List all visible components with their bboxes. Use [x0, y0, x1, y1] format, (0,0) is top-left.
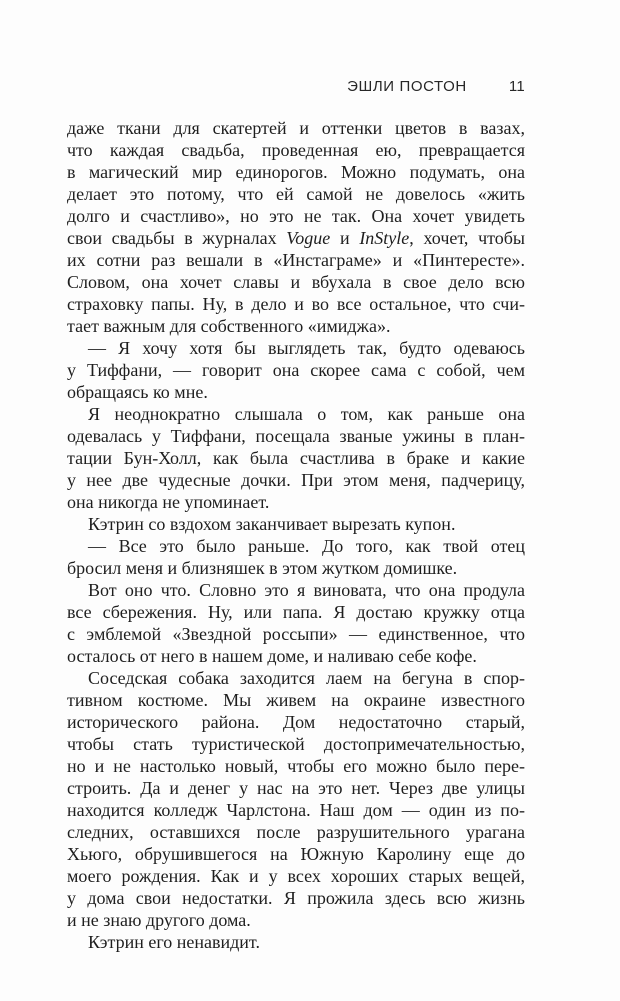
text-segment: и — [330, 228, 360, 248]
text-segment: находится колледж Чарлстона. Наш дом — один из по- — [67, 800, 525, 820]
text-line — [67, 249, 525, 271]
italic-text-segment: Vogue — [286, 228, 331, 248]
text-line — [67, 513, 525, 535]
page-number: 11 — [508, 78, 525, 95]
text-segment: страховку папы. Ну, в дело и во все остальное, что счи- — [67, 294, 525, 314]
text-segment: — Все это было раньше. До того, как твой отец — [88, 536, 525, 556]
text-line — [67, 579, 525, 601]
text-segment: все сбережения. Ну, или папа. Я достаю кружку отца — [67, 602, 525, 622]
paragraph — [67, 513, 525, 535]
text-segment: строить. Да и денег у нас на это нет. Через две улицы — [67, 778, 525, 798]
paragraph — [67, 931, 525, 953]
text-line — [67, 271, 525, 293]
text-segment: она никогда не упоминает. — [67, 492, 270, 512]
text-line — [67, 205, 525, 227]
text-segment: бросил меня и близняшек в этом жутком домишке. — [67, 558, 458, 578]
text-segment: одевалась у Тиффани, посещала званые ужины в план- — [67, 426, 525, 446]
text-segment: Кэтрин его ненавидит. — [88, 932, 260, 952]
text-line — [67, 381, 525, 403]
text-line — [67, 447, 525, 469]
text-segment: осталось от него в нашем доме, и наливаю себе кофе. — [67, 646, 477, 666]
italic-text-segment: InStyle — [359, 228, 410, 248]
text-segment: , хочет, чтобы — [409, 228, 526, 248]
text-line — [67, 887, 525, 909]
paragraph — [67, 667, 525, 931]
text-segment: Соседская собака заходится лаем на бегуна в спор- — [88, 668, 525, 688]
paragraph — [67, 579, 525, 667]
text-column — [67, 117, 525, 953]
text-line — [67, 535, 525, 557]
text-line — [67, 755, 525, 777]
text-segment: с эмблемой «Звездной россыпи» — единственное, что — [67, 624, 525, 644]
text-line — [67, 733, 525, 755]
text-line — [67, 337, 525, 359]
page-header — [67, 78, 525, 95]
text-segment: моего рождения. Как и у всех хороших старых вещей, — [67, 866, 525, 886]
text-line — [67, 293, 525, 315]
text-line — [67, 667, 525, 689]
text-line — [67, 645, 525, 667]
text-line — [67, 799, 525, 821]
text-line — [67, 843, 525, 865]
text-segment: свои свадьбы в журналах — [67, 228, 287, 248]
text-segment: исторического района. Дом недостаточно старый, — [67, 712, 525, 732]
text-line — [67, 777, 525, 799]
text-line — [67, 117, 525, 139]
text-segment: их сотни раз вешали в «Инстаграме» и «Пинтересте». — [67, 250, 525, 270]
text-segment: следних, оставшихся после разрушительного урагана — [67, 822, 525, 842]
text-segment: тает важным для собственного «имиджа». — [67, 316, 391, 336]
paragraph — [67, 403, 525, 513]
text-line — [67, 601, 525, 623]
running-title: ЭШЛИ ПОСТОН — [347, 78, 467, 95]
text-line — [67, 403, 525, 425]
text-segment: у нее две чудесные дочки. При этом меня, падчерицу, — [67, 470, 525, 490]
text-segment: Вот оно что. Словно это я виновата, что она продула — [88, 580, 525, 600]
paragraph — [67, 535, 525, 579]
text-line — [67, 425, 525, 447]
paragraph — [67, 117, 525, 337]
text-line — [67, 491, 525, 513]
text-segment: делает это потому, что ей самой не довелось «жить — [67, 184, 525, 204]
text-line — [67, 315, 525, 337]
text-segment: тивном костюме. Мы живем на окраине известного — [67, 690, 525, 710]
text-segment: Словом, она хочет славы и вбухала в свое дело всю — [67, 272, 525, 292]
text-line — [67, 865, 525, 887]
text-segment: в магический мир единорогов. Можно подумать, она — [67, 162, 525, 182]
text-line — [67, 689, 525, 711]
text-line — [67, 557, 525, 579]
text-line — [67, 623, 525, 645]
text-line — [67, 359, 525, 381]
text-line — [67, 469, 525, 491]
text-segment: и не знаю другого дома. — [67, 910, 251, 930]
text-line — [67, 139, 525, 161]
text-line — [67, 183, 525, 205]
text-line — [67, 931, 525, 953]
text-segment: чтобы стать туристической достопримечательностью, — [67, 734, 525, 754]
text-segment: у Тиффани, — говорит она скорее сама с собой, чем — [67, 360, 525, 380]
text-segment: но и не настолько новый, чтобы его можно было пере- — [67, 756, 525, 776]
text-segment: у дома свои недостатки. Я прожила здесь всю жизнь — [67, 888, 525, 908]
text-segment: — Я хочу хотя бы выглядеть так, будто одеваюсь — [88, 338, 525, 358]
paragraph — [67, 337, 525, 403]
text-segment: что каждая свадьба, проведенная ею, превращается — [67, 140, 525, 160]
text-segment: тации Бун-Холл, как была счастлива в браке и какие — [67, 448, 525, 468]
text-segment: долго и счастливо», но это не так. Она хочет увидеть — [67, 206, 525, 226]
text-segment: Я неоднократно слышала о том, как раньше она — [88, 404, 525, 424]
text-line — [67, 909, 525, 931]
text-line — [67, 227, 525, 249]
text-line — [67, 161, 525, 183]
text-line — [67, 711, 525, 733]
text-segment: Кэтрин со вздохом заканчивает вырезать купон. — [88, 514, 456, 534]
text-segment: обращаясь ко мне. — [67, 382, 208, 402]
text-line — [67, 821, 525, 843]
text-segment: даже ткани для скатертей и оттенки цветов в вазах, — [67, 118, 525, 138]
text-segment: Хьюго, обрушившегося на Южную Каролину еще до — [67, 844, 525, 864]
